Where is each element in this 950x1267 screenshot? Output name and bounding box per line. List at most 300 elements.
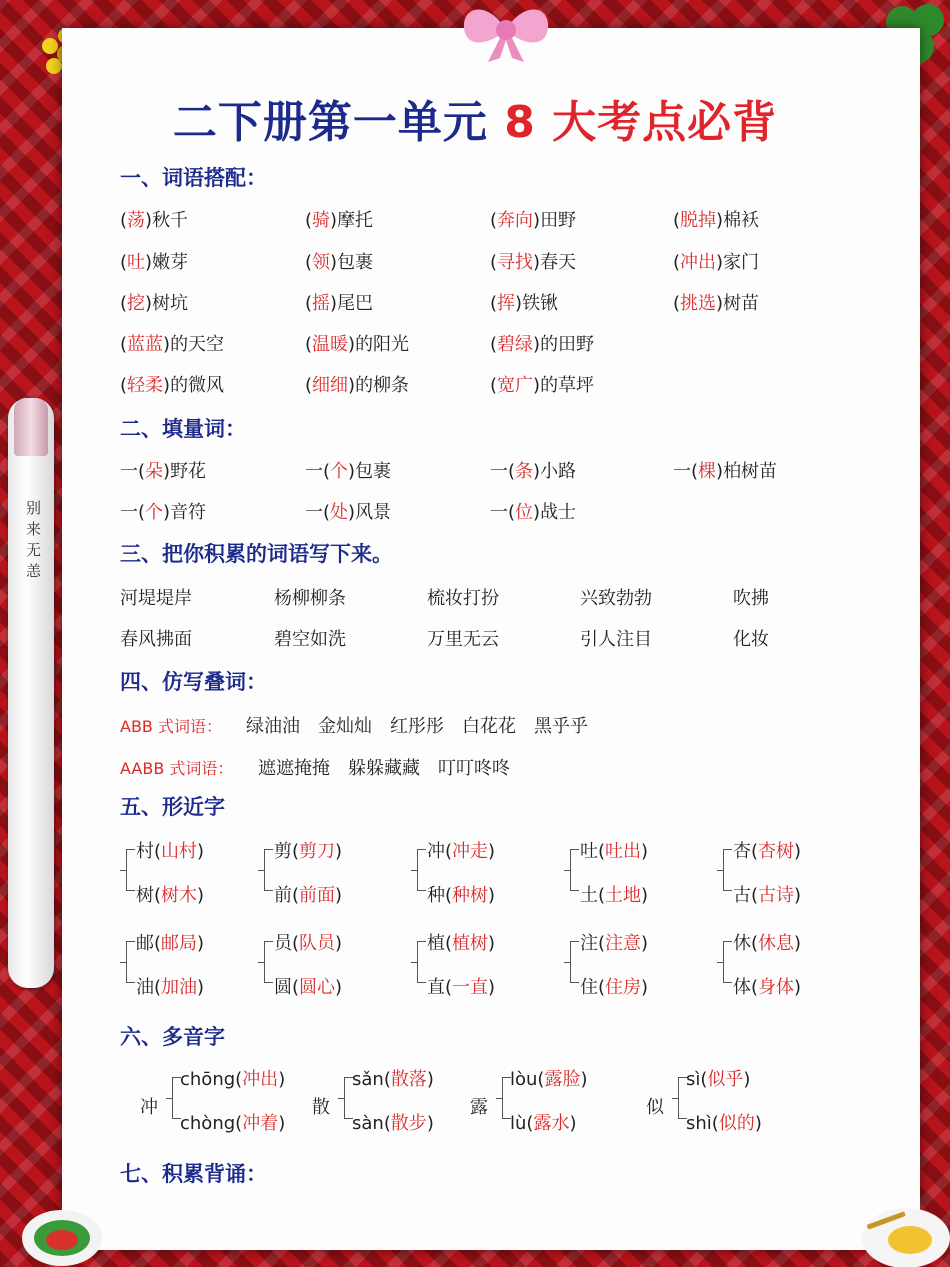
paren: (	[526, 1113, 534, 1134]
pink-bow-icon	[458, 0, 554, 64]
paren: )	[426, 1069, 434, 1090]
paren: (	[673, 293, 681, 314]
paren: )	[330, 210, 338, 231]
answer-word: 挥	[497, 293, 516, 314]
example-word: 吐出	[605, 841, 642, 862]
aabb-label: AABB 式词语：	[120, 759, 234, 778]
paren: (	[751, 977, 759, 998]
section-heading-6: 六、多音字	[120, 1025, 225, 1049]
paren: )	[533, 334, 541, 355]
vocab-word: 杨柳柳条	[274, 588, 346, 609]
paren: (	[305, 375, 313, 396]
similar-char-item	[136, 929, 204, 955]
example-word: 休息	[758, 933, 795, 954]
pinyin-item	[352, 1065, 434, 1091]
example-word: 植树	[452, 933, 489, 954]
character: 圆	[274, 977, 292, 998]
noun: 风景	[355, 502, 392, 523]
polyphonic-char: 露	[470, 1097, 488, 1118]
paren: )	[197, 885, 205, 906]
paren: (	[691, 461, 699, 482]
pen-cap	[14, 398, 48, 456]
pinyin-item	[352, 1109, 434, 1135]
example-word: 冲着	[242, 1113, 279, 1134]
answer-word: 领	[312, 252, 331, 273]
paren: )	[197, 933, 205, 954]
word-pair	[120, 330, 224, 356]
paren: (	[120, 375, 128, 396]
character: 土	[580, 885, 598, 906]
paren: )	[641, 977, 649, 998]
character: 员	[274, 933, 292, 954]
example-word: 散步	[390, 1113, 427, 1134]
paren: (	[673, 252, 681, 273]
similar-char-item	[580, 881, 648, 907]
example-word: 土地	[605, 885, 642, 906]
noun: 包裹	[355, 461, 392, 482]
example-word: 杏树	[758, 841, 795, 862]
paren: (	[490, 293, 498, 314]
paren: (	[751, 933, 759, 954]
paren: )	[488, 841, 496, 862]
example-word: 似乎	[707, 1069, 744, 1090]
answer-word: 蓝蓝	[127, 334, 164, 355]
paren: )	[145, 210, 153, 231]
answer-word: 挖	[127, 293, 146, 314]
paren: )	[716, 293, 724, 314]
object-word: 秋千	[152, 210, 189, 231]
character: 植	[427, 933, 445, 954]
aabb-row	[0, 754, 950, 784]
pinyin: sǎn	[352, 1069, 384, 1090]
pinyin-item	[686, 1109, 762, 1135]
paren: )	[197, 841, 205, 862]
paren: (	[445, 885, 453, 906]
paren: )	[145, 252, 153, 273]
noun: 音符	[170, 502, 207, 523]
character: 住	[580, 977, 598, 998]
paren: (	[292, 977, 300, 998]
word-pair-row	[0, 206, 950, 236]
character: 邮	[136, 933, 154, 954]
paren: (	[490, 252, 498, 273]
example-word: 圆心	[299, 977, 336, 998]
abb-row	[0, 712, 950, 742]
paren: )	[145, 293, 153, 314]
object-word: 的草坪	[540, 375, 595, 396]
section-heading-2: 二、填量词：	[120, 417, 246, 441]
paren: (	[305, 334, 313, 355]
brace-bracket	[723, 849, 732, 891]
answer-word: 温暖	[312, 334, 349, 355]
polyphonic-char: 散	[312, 1097, 330, 1118]
word-pair-row	[0, 330, 950, 360]
paren: (	[445, 977, 453, 998]
paren: )	[533, 375, 541, 396]
answer-word: 脱掉	[680, 210, 717, 231]
word-pair	[120, 289, 188, 315]
paren: )	[716, 461, 724, 482]
vocab-word: 河堤堤岸	[120, 588, 192, 609]
paren: (	[154, 977, 162, 998]
object-word: 包裹	[337, 252, 374, 273]
paren: )	[335, 933, 343, 954]
vocab-word: 春风拂面	[120, 629, 192, 650]
object-word: 的阳光	[355, 334, 410, 355]
word-pair	[673, 289, 759, 315]
paren: )	[794, 977, 802, 998]
numeral: 一	[305, 461, 323, 482]
paren: (	[323, 461, 331, 482]
object-word: 树苗	[723, 293, 760, 314]
paren: (	[235, 1069, 243, 1090]
measure-word: 条	[515, 461, 534, 482]
brace-bracket	[570, 941, 579, 983]
noun: 战士	[540, 502, 577, 523]
paren: (	[120, 210, 128, 231]
answer-word: 冲出	[680, 252, 717, 273]
vocab-word: 万里无云	[427, 629, 499, 650]
pen-text: 别来无恙	[24, 500, 42, 584]
object-word: 的柳条	[355, 375, 410, 396]
example-word: 散落	[390, 1069, 427, 1090]
similar-char-item	[427, 929, 495, 955]
character: 前	[274, 885, 292, 906]
paren: )	[197, 977, 205, 998]
paren: (	[508, 502, 516, 523]
brace-bracket	[126, 941, 135, 983]
paren: )	[348, 375, 356, 396]
answer-word: 摇	[312, 293, 331, 314]
polyphonic-char: 似	[646, 1097, 664, 1118]
word-pair	[305, 371, 409, 397]
example-word: 邮局	[161, 933, 198, 954]
paren: (	[235, 1113, 243, 1134]
similar-char-item	[733, 973, 801, 999]
answer-word: 挑选	[680, 293, 717, 314]
vocab-word: 化妆	[733, 629, 769, 650]
similar-char-item	[427, 837, 495, 863]
similar-char-item	[580, 973, 648, 999]
paren: (	[383, 1069, 391, 1090]
paren: (	[673, 210, 681, 231]
measure-word: 个	[145, 502, 164, 523]
character: 树	[136, 885, 154, 906]
measure-item	[673, 457, 777, 483]
noun: 野花	[170, 461, 207, 482]
paren: )	[163, 461, 171, 482]
pinyin-item	[686, 1065, 750, 1091]
example-word: 剪刀	[299, 841, 336, 862]
paren: (	[598, 933, 606, 954]
paren: (	[305, 210, 313, 231]
paren: )	[330, 293, 338, 314]
paren: (	[292, 885, 300, 906]
similar-char-item	[427, 973, 495, 999]
vocab-row	[0, 625, 950, 655]
example-word: 一直	[452, 977, 489, 998]
paren: (	[120, 293, 128, 314]
similar-char-item	[733, 881, 801, 907]
paren: )	[533, 461, 541, 482]
word-pair	[120, 248, 188, 274]
paren: )	[163, 334, 171, 355]
paren: (	[120, 334, 128, 355]
paren: (	[445, 933, 453, 954]
measure-item	[120, 498, 206, 524]
paren: )	[335, 885, 343, 906]
paren: (	[138, 502, 146, 523]
example-word: 露脸	[544, 1069, 581, 1090]
example-word: 身体	[758, 977, 795, 998]
paren: )	[533, 210, 541, 231]
answer-word: 吐	[127, 252, 146, 273]
measure-word-row	[0, 498, 950, 528]
paren: (	[138, 461, 146, 482]
pinyin: shì	[686, 1113, 712, 1134]
paren: )	[716, 252, 724, 273]
brace-bracket	[417, 849, 426, 891]
object-word: 春天	[540, 252, 577, 273]
paren: )	[754, 1113, 762, 1134]
numeral: 一	[490, 502, 508, 523]
paren: )	[794, 885, 802, 906]
paren: (	[751, 885, 759, 906]
brace-bracket	[723, 941, 732, 983]
object-word: 嫩芽	[152, 252, 189, 273]
paren: (	[598, 841, 606, 862]
numeral: 一	[305, 502, 323, 523]
pinyin: chòng	[180, 1113, 236, 1134]
paren: )	[163, 502, 171, 523]
paren: (	[445, 841, 453, 862]
example-word: 古诗	[758, 885, 795, 906]
word-pair	[305, 206, 373, 232]
paren: )	[348, 334, 356, 355]
vocab-word: 吹拂	[733, 588, 769, 609]
paren: (	[598, 977, 606, 998]
similar-char-item	[733, 837, 801, 863]
character: 种	[427, 885, 445, 906]
answer-word: 宽广	[497, 375, 534, 396]
paren: )	[163, 375, 171, 396]
brace-bracket	[126, 849, 135, 891]
paren: (	[490, 210, 498, 231]
numeral: 一	[120, 461, 138, 482]
character: 油	[136, 977, 154, 998]
section-heading-3: 三、把你积累的词语写下来。	[120, 542, 393, 566]
abb-words: 绿油油 金灿灿 红彤彤 白花花 黑乎乎	[246, 716, 588, 737]
word-pair-row	[0, 371, 950, 401]
aabb-words: 遮遮掩掩 躲躲藏藏 叮叮咚咚	[258, 758, 510, 779]
paren: (	[154, 841, 162, 862]
object-word: 田野	[540, 210, 577, 231]
paren: )	[716, 210, 724, 231]
paren: )	[488, 933, 496, 954]
character: 古	[733, 885, 751, 906]
paren: )	[641, 885, 649, 906]
similar-char-item	[136, 973, 204, 999]
example-word: 似的	[718, 1113, 755, 1134]
word-pair	[305, 289, 373, 315]
brace-bracket	[264, 849, 273, 891]
brace-bracket	[417, 941, 426, 983]
measure-word-row	[0, 457, 950, 487]
word-pair	[490, 330, 594, 356]
answer-word: 奔向	[497, 210, 534, 231]
paren: )	[348, 502, 356, 523]
paren: (	[537, 1069, 545, 1090]
word-pair-row	[0, 248, 950, 278]
example-word: 注意	[605, 933, 642, 954]
character: 直	[427, 977, 445, 998]
measure-item	[490, 498, 576, 524]
paren: )	[533, 502, 541, 523]
word-pair	[305, 248, 373, 274]
section-heading-1: 一、词语搭配：	[120, 166, 267, 190]
object-word: 的田野	[540, 334, 595, 355]
pinyin: sàn	[352, 1113, 384, 1134]
object-word: 摩托	[337, 210, 374, 231]
measure-item	[305, 498, 391, 524]
paren: (	[120, 252, 128, 273]
measure-word: 朵	[145, 461, 164, 482]
word-pair	[490, 248, 576, 274]
brace-bracket	[264, 941, 273, 983]
similar-char-item	[580, 929, 648, 955]
answer-word: 碧绿	[497, 334, 534, 355]
pinyin: lòu	[510, 1069, 538, 1090]
example-word: 队员	[299, 933, 336, 954]
measure-word: 位	[515, 502, 534, 523]
paren: (	[711, 1113, 719, 1134]
measure-word: 棵	[698, 461, 717, 482]
word-pair	[305, 330, 409, 356]
character: 杏	[733, 841, 751, 862]
similar-char-item	[733, 929, 801, 955]
similar-char-item	[427, 881, 495, 907]
paren: )	[533, 252, 541, 273]
page-title: 二下册第一单元 8 大考点必背	[172, 97, 778, 148]
numeral: 一	[120, 502, 138, 523]
pinyin-item	[180, 1065, 285, 1091]
object-word: 铁锹	[522, 293, 559, 314]
numeral: 一	[490, 461, 508, 482]
paren: )	[794, 841, 802, 862]
paren: )	[580, 1069, 588, 1090]
section-heading-5: 五、形近字	[120, 795, 225, 819]
pinyin-item	[180, 1109, 285, 1135]
pinyin-item	[510, 1109, 576, 1135]
paren: (	[383, 1113, 391, 1134]
measure-item	[120, 457, 206, 483]
similar-char-item	[274, 973, 342, 999]
pinyin: sì	[686, 1069, 701, 1090]
similar-char-item	[274, 837, 342, 863]
paren: (	[305, 252, 313, 273]
word-pair	[673, 248, 759, 274]
similar-char-item	[136, 837, 204, 863]
character: 注	[580, 933, 598, 954]
paren: )	[335, 977, 343, 998]
pinyin: lù	[510, 1113, 527, 1134]
word-pair-row	[0, 289, 950, 319]
paren: )	[488, 977, 496, 998]
measure-word: 个	[330, 461, 349, 482]
word-pair	[490, 371, 594, 397]
similar-char-item	[580, 837, 648, 863]
paren: (	[292, 933, 300, 954]
character: 冲	[427, 841, 445, 862]
paren: (	[323, 502, 331, 523]
character: 村	[136, 841, 154, 862]
paren: (	[490, 334, 498, 355]
pinyin: chōng	[180, 1069, 236, 1090]
example-word: 加油	[161, 977, 198, 998]
paren: (	[751, 841, 759, 862]
word-pair	[673, 206, 759, 232]
similar-char-item	[274, 929, 342, 955]
measure-word: 处	[330, 502, 349, 523]
noun: 柏树苗	[723, 461, 778, 482]
similar-char-item	[274, 881, 342, 907]
paren: (	[508, 461, 516, 482]
object-word: 棉袄	[723, 210, 760, 231]
answer-word: 荡	[127, 210, 146, 231]
paren: )	[330, 252, 338, 273]
example-word: 露水	[533, 1113, 570, 1134]
paren: )	[515, 293, 523, 314]
pinyin-item	[510, 1065, 587, 1091]
object-word: 的天空	[170, 334, 225, 355]
measure-item	[490, 457, 576, 483]
paren: (	[305, 293, 313, 314]
object-word: 家门	[723, 252, 760, 273]
section-heading-7: 七、积累背诵：	[120, 1162, 267, 1186]
character: 剪	[274, 841, 292, 862]
paren: (	[154, 933, 162, 954]
paren: )	[426, 1113, 434, 1134]
answer-word: 骑	[312, 210, 331, 231]
word-pair	[120, 371, 224, 397]
noun: 小路	[540, 461, 577, 482]
word-pair	[490, 289, 558, 315]
vocab-word: 梳妆打扮	[427, 588, 499, 609]
vocab-row	[0, 584, 950, 614]
paren: (	[292, 841, 300, 862]
example-word: 山村	[161, 841, 198, 862]
object-word: 树坑	[152, 293, 189, 314]
paren: )	[278, 1069, 286, 1090]
answer-word: 轻柔	[127, 375, 164, 396]
character: 休	[733, 933, 751, 954]
vocab-word: 兴致勃勃	[580, 588, 652, 609]
paren: )	[335, 841, 343, 862]
paren: (	[154, 885, 162, 906]
vocab-word: 碧空如洗	[274, 629, 346, 650]
paren: )	[278, 1113, 286, 1134]
paren: )	[641, 841, 649, 862]
character: 体	[733, 977, 751, 998]
polyphonic-char: 冲	[140, 1097, 158, 1118]
example-word: 住房	[605, 977, 642, 998]
paren: )	[743, 1069, 751, 1090]
paren: )	[488, 885, 496, 906]
paren: )	[794, 933, 802, 954]
paren: (	[598, 885, 606, 906]
paren: )	[348, 461, 356, 482]
paren: (	[490, 375, 498, 396]
